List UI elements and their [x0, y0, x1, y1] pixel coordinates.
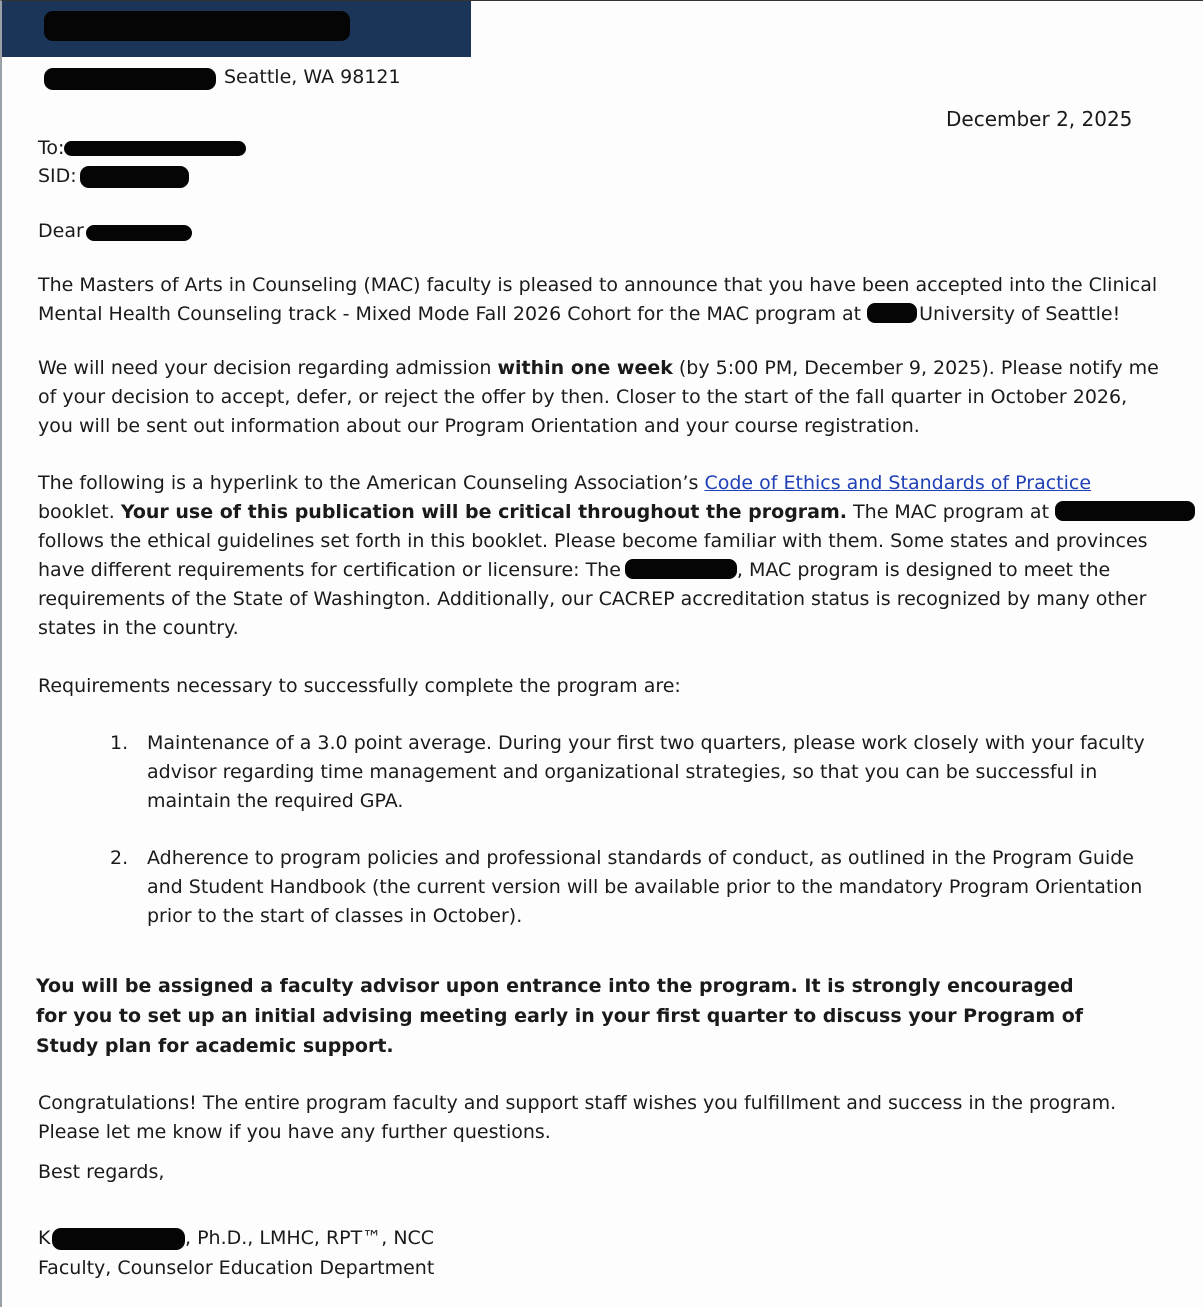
requirements-intro: Requirements necessary to successfully complete the program are: [38, 675, 681, 697]
requirement-2 [147, 844, 1143, 931]
ethics-line-4 [38, 556, 1138, 585]
ethics-emphasis: Your use of this publication will be critical throughout the program. [120, 501, 847, 523]
signature-title: Faculty, Counselor Education Department [38, 1257, 435, 1279]
requirement-2-line-3: prior to the start of classes in October). [147, 905, 523, 927]
ethics-line-1a: The following is a hyperlink to the American Counseling Association’s [38, 472, 705, 494]
decision-line-2: of your decision to accept, defer, or reject the offer by then. Closer to the start of the fall quarter in October 2026, [38, 386, 1128, 408]
requirement-1 [147, 729, 1145, 816]
requirement-1-number: 1. [110, 732, 129, 754]
closing-paragraph [38, 1089, 1138, 1147]
decision-deadline-emphasis: within one week [497, 357, 673, 379]
redaction-university [867, 303, 917, 323]
ethics-line-6: states in the country. [38, 617, 239, 639]
closing-line-1: Congratulations! The entire program faculty and support staff wishes you fulfillment and success in the program. [38, 1092, 1117, 1114]
signature-credentials: , Ph.D., LMHC, RPT™, NCC [185, 1227, 435, 1249]
address-city: Seattle, WA 98121 [224, 66, 401, 88]
requirement-1-line-1: Maintenance of a 3.0 point average. During your first two quarters, please work closely with your faculty [147, 732, 1145, 754]
redaction-signatory-name [52, 1228, 185, 1250]
decision-line-1 [38, 354, 1159, 383]
closing-regards: Best regards, [38, 1161, 165, 1183]
redaction-first-name [86, 225, 192, 241]
salutation: Dear [38, 220, 84, 242]
ethics-line-3: follows the ethical guidelines set forth in this booklet. Please become familiar with them. Some states and provinces [38, 530, 1148, 552]
redaction-recipient-name [64, 141, 246, 156]
requirement-2-line-1: Adherence to program policies and professional standards of conduct, as outlined in the Program Guide [147, 847, 1134, 869]
to-label: To: [38, 137, 65, 159]
ethics-line-5: requirements of the State of Washington. Additionally, our CACREP accreditation status is recognized by many other [38, 588, 1147, 610]
ethics-line-2 [38, 498, 1138, 527]
ethics-line-4b: , MAC program is designed to meet the [736, 559, 1111, 581]
redaction-program-name [1055, 501, 1195, 521]
decision-line-3: you will be sent out information about our Program Orientation and your course registration. [38, 415, 920, 437]
paragraph-decision [38, 354, 1159, 441]
redaction-sid [80, 166, 189, 188]
advisor-note [36, 971, 1083, 1061]
redaction-address [44, 68, 216, 90]
decision-line-1a: We will need your decision regarding admission [38, 357, 498, 379]
requirement-1-line-3: maintain the required GPA. [147, 790, 404, 812]
closing-line-2: Please let me know if you have any further questions. [38, 1121, 551, 1143]
requirement-2-number: 2. [110, 847, 129, 869]
paragraph-acceptance [38, 271, 1158, 329]
signature-initial: K [38, 1227, 51, 1249]
ethics-line-1 [38, 469, 1138, 498]
requirement-1-line-2: advisor regarding time management and organizational strategies, so that you can be successful in [147, 761, 1098, 783]
acceptance-line-2a: Mental Health Counseling track - Mixed Mode Fall 2026 Cohort for the MAC program at [38, 303, 862, 325]
advisor-note-line-2: for you to set up an initial advising meeting early in your first quarter to discuss your Program of [36, 1005, 1084, 1027]
advisor-note-line-3: Study plan for academic support. [36, 1035, 394, 1057]
ethics-line-2b: The MAC program at [847, 501, 1050, 523]
requirement-2-line-2: and Student Handbook (the current version will be available prior to the mandatory Program Orientation [147, 876, 1143, 898]
paragraph-ethics [38, 469, 1148, 643]
acceptance-line-1: The Masters of Arts in Counseling (MAC) faculty is pleased to announce that you have been accepted into the Clinical [38, 274, 1158, 296]
redaction-institution [625, 559, 737, 579]
advisor-note-line-1: You will be assigned a faculty advisor upon entrance into the program. It is strongly encouraged [36, 975, 1074, 997]
letter-date: December 2, 2025 [946, 107, 1133, 131]
acceptance-line-2 [38, 300, 1138, 329]
ethics-line-4a: have different requirements for certification or licensure: The [38, 559, 621, 581]
decision-line-1b: (by 5:00 PM, December 9, 2025). Please notify me [672, 357, 1159, 379]
acceptance-line-2b: University of Seattle! [919, 303, 1121, 325]
ethics-line-2a: booklet. [38, 501, 121, 523]
code-of-ethics-link[interactable]: Code of Ethics and Standards of Practice [704, 472, 1092, 494]
redaction-letterhead [44, 11, 350, 41]
sid-label: SID: [38, 165, 77, 187]
